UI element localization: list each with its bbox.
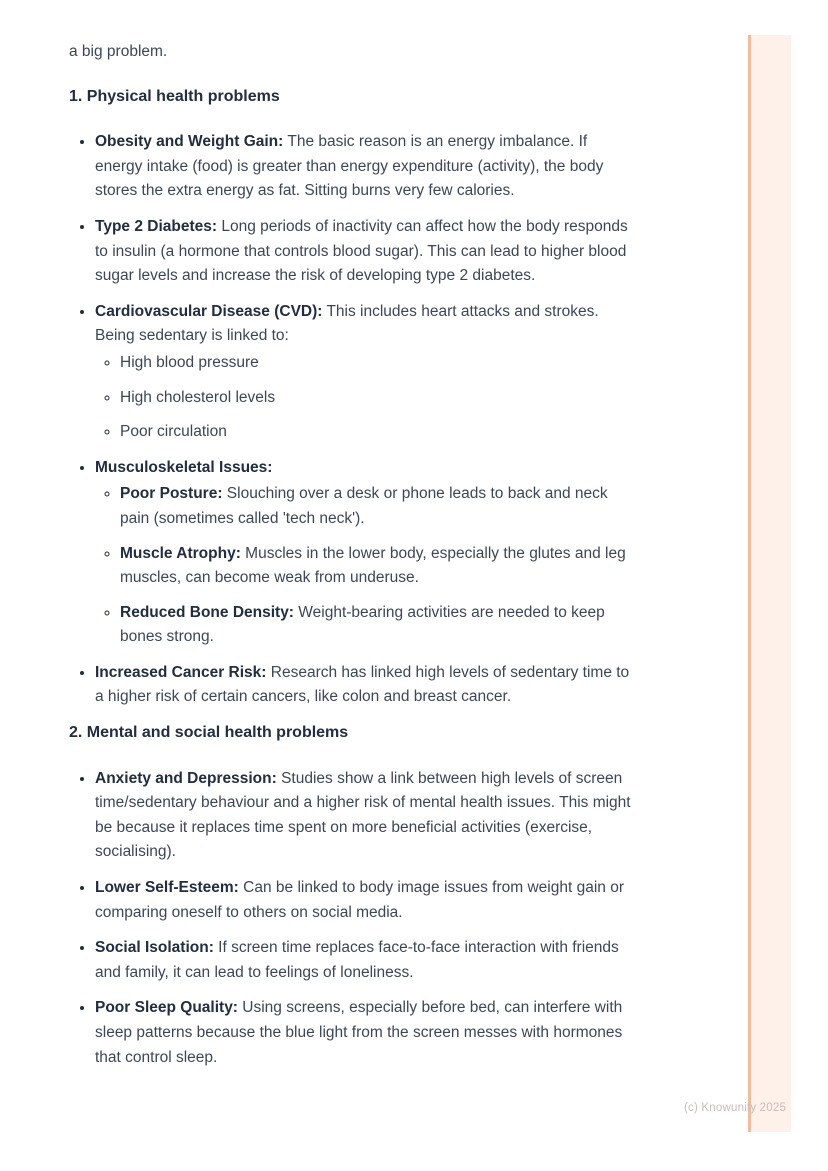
item-term: Anxiety and Depression: xyxy=(95,769,277,787)
watermark: (c) Knowunity 2025 xyxy=(684,1102,787,1114)
list-item xyxy=(95,875,633,925)
sub-item-text: High cholesterol levels xyxy=(120,388,276,406)
item-term: Poor Sleep Quality: xyxy=(95,999,238,1017)
item-term: Obesity and Weight Gain: xyxy=(95,133,284,151)
sub-item-term: Muscle Atrophy: xyxy=(120,544,241,562)
intro-paragraph: a big problem. xyxy=(69,43,168,60)
sub-list-item xyxy=(120,385,633,411)
sub-list-item xyxy=(120,419,633,445)
item-term: Musculoskeletal Issues: xyxy=(95,458,273,476)
item-description: Studies show a link between high levels of screen time/sedentary behaviour and a higher risk of mental health issues. This might be because it replaces time spent on more beneficial activities (exercise, socialising). xyxy=(95,769,631,861)
item-term: Increased Cancer Risk: xyxy=(95,663,267,681)
list-item xyxy=(95,766,633,865)
sub-list-item xyxy=(120,541,633,591)
item-term: Lower Self-Esteem: xyxy=(95,879,239,897)
bullet-list-physical xyxy=(69,129,633,710)
sub-list-item xyxy=(120,481,633,531)
section-heading-mental: 2. Mental and social health problems xyxy=(69,724,349,742)
item-description: This includes heart attacks and strokes. Being sedentary is linked to: xyxy=(95,302,599,345)
sub-list-item xyxy=(120,350,633,376)
section-heading-physical: 1. Physical health problems xyxy=(69,87,280,105)
list-item xyxy=(95,995,633,1070)
item-description: Can be linked to body image issues from weight gain or comparing oneself to others on social media. xyxy=(95,879,624,921)
item-term: Social Isolation: xyxy=(95,939,214,957)
sub-item-text: Poor circulation xyxy=(120,423,227,441)
list-item xyxy=(95,935,633,985)
sub-list-item xyxy=(120,600,633,650)
item-description: The basic reason is an energy imbalance. If energy intake (food) is greater than energy expenditure (activity), the body stores the extra energy as fat. Sitting burns very few calories. xyxy=(95,133,604,200)
highlight-bar xyxy=(748,35,791,1132)
list-item xyxy=(95,214,633,289)
sub-item-term: Reduced Bone Density: xyxy=(120,603,294,621)
item-term: Cardiovascular Disease (CVD): xyxy=(95,302,323,320)
item-description: Using screens, especially before bed, can interfere with sleep patterns because the blue light from the screen messes with hormones that control sleep. xyxy=(95,999,623,1066)
sub-item-term: Poor Posture: xyxy=(120,485,223,503)
sub-item-text: Weight-bearing activities are needed to keep bones strong. xyxy=(120,603,605,646)
sub-list xyxy=(95,350,633,445)
item-description: Research has linked high levels of sedentary time to a higher risk of certain cancers, like colon and breast cancer. xyxy=(95,663,630,706)
sub-list xyxy=(95,481,633,650)
list-item xyxy=(95,299,633,445)
list-item xyxy=(95,660,633,710)
bullet-list-mental xyxy=(69,766,633,1071)
sub-item-text: Muscles in the lower body, especially the glutes and leg muscles, can become weak from underuse. xyxy=(120,544,626,587)
list-item xyxy=(95,129,633,204)
document-content xyxy=(69,40,633,1081)
item-description: If screen time replaces face-to-face interaction with friends and family, it can lead to feelings of loneliness. xyxy=(95,939,619,981)
sub-item-text: High blood pressure xyxy=(120,353,259,371)
list-item xyxy=(95,455,633,650)
item-description: Long periods of inactivity can affect how the body responds to insulin (a hormone that controls blood sugar). This can lead to higher blood sugar levels and increase the risk of developing type 2 diabetes. xyxy=(95,217,628,285)
item-term: Type 2 Diabetes: xyxy=(95,217,218,235)
sub-item-text: Slouching over a desk or phone leads to back and neck pain (sometimes called 'tech neck'). xyxy=(120,485,608,527)
